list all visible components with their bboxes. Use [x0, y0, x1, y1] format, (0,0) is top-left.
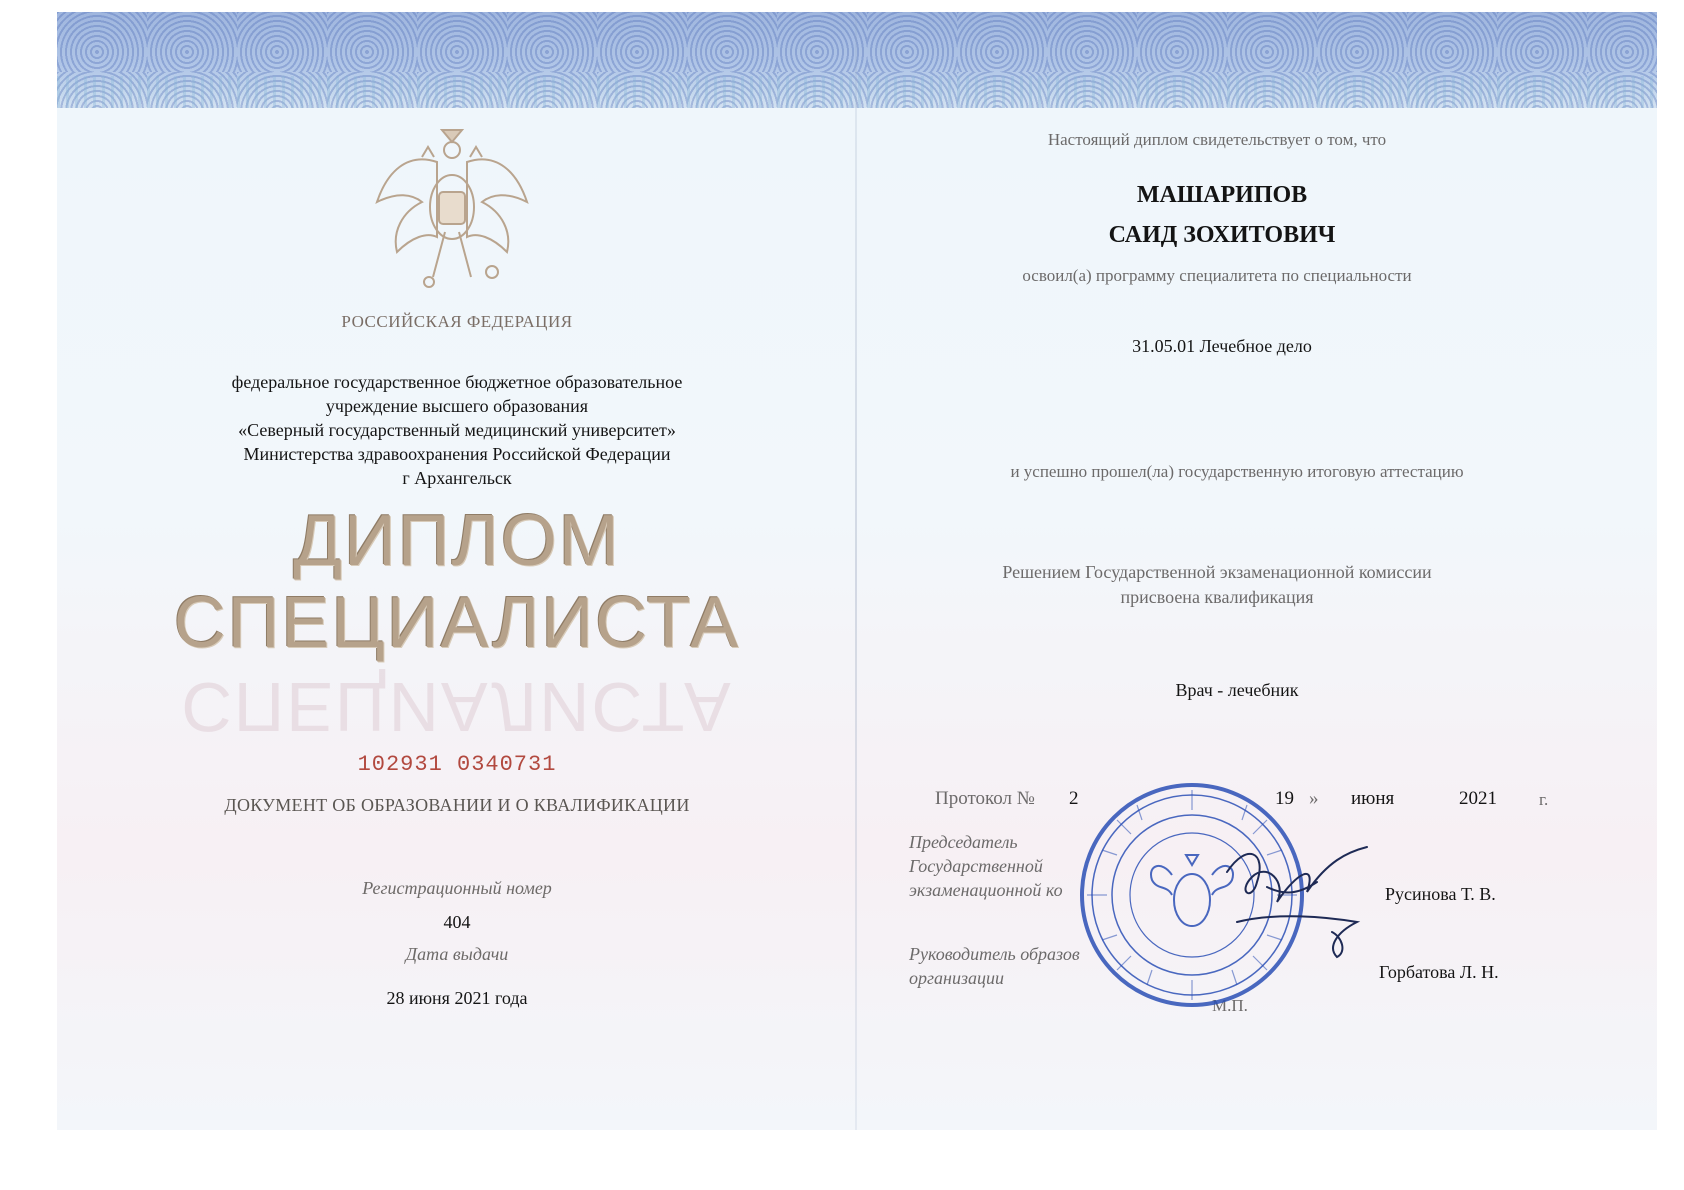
protocol-year: 2021 — [1459, 788, 1497, 809]
stamp-place-label: М.П. — [1212, 996, 1248, 1015]
protocol-number: 2 — [1069, 788, 1079, 809]
russian-coat-of-arms-icon — [367, 122, 537, 302]
specialty: 31.05.01 Лечебное дело — [1132, 336, 1312, 356]
center-fold — [855, 12, 857, 1130]
institution-line: Министерства здравоохранения Российской Федерации — [243, 444, 671, 464]
institution-line: федеральное государственное бюджетное образовательное — [231, 372, 683, 392]
head-title-line: Руководитель образов — [909, 944, 1080, 964]
country-name: РОССИЙСКАЯ ФЕДЕРАЦИЯ — [341, 312, 573, 331]
graduate-surname: МАШАРИПОВ — [1136, 182, 1308, 208]
institution-line: учреждение высшего образования — [325, 396, 589, 416]
document-number: 102931 0340731 — [357, 752, 557, 777]
registration-label: Регистрационный номер — [362, 878, 552, 898]
protocol-day: 19 — [1275, 788, 1294, 809]
institution-line: г Архангельск — [402, 468, 512, 488]
graduate-given-names: САИД ЗОХИТОВИЧ — [1108, 222, 1336, 248]
institution-block — [147, 370, 767, 490]
document-type: ДОКУМЕНТ ОБ ОБРАЗОВАНИИ И О КВАЛИФИКАЦИИ — [224, 795, 690, 815]
mirrored-title-ghost: СПЕЦИАЛИСТА — [181, 668, 733, 746]
protocol-label: Протокол № — [935, 788, 1035, 809]
protocol-month: июня — [1351, 788, 1395, 809]
diploma-title-line2: СПЕЦИАЛИСТА — [173, 583, 741, 663]
handwritten-signature-icon — [1207, 832, 1407, 972]
chair-title-line: экзаменационной ко — [909, 880, 1063, 900]
issue-date-label: Дата выдачи — [405, 944, 509, 964]
institution-line: «Северный государственный медицинский университет» — [238, 420, 676, 440]
diploma-title-line1: ДИПЛОМ — [293, 501, 621, 581]
protocol-year-suffix: г. — [1539, 790, 1549, 809]
chair-title-line: Государственной — [909, 856, 1043, 876]
decision-line1: Решением Государственной экзаменационной комиссии — [1002, 562, 1432, 582]
chair-title-line: Председатель — [909, 832, 1018, 852]
registration-value: 404 — [443, 912, 471, 932]
protocol-quote: » — [1309, 788, 1319, 809]
certifies-text: Настоящий диплом свидетельствует о том, что — [1047, 130, 1387, 149]
program-text: освоил(а) программу специалитета по специальности — [1022, 266, 1412, 285]
attestation-text: и успешно прошел(ла) государственную итоговую аттестацию — [1010, 462, 1464, 481]
issue-date-value: 28 июня 2021 года — [386, 988, 528, 1008]
guilloche-border — [57, 12, 1657, 108]
head-title-line: организации — [909, 968, 1004, 988]
qualification: Врач - лечебник — [1175, 680, 1299, 700]
diploma-sheet — [57, 12, 1657, 1130]
head-name: Горбатова Л. Н. — [1379, 962, 1499, 982]
chair-name: Русинова Т. В. — [1385, 884, 1496, 904]
decision-line2: присвоена квалификация — [1120, 587, 1314, 607]
